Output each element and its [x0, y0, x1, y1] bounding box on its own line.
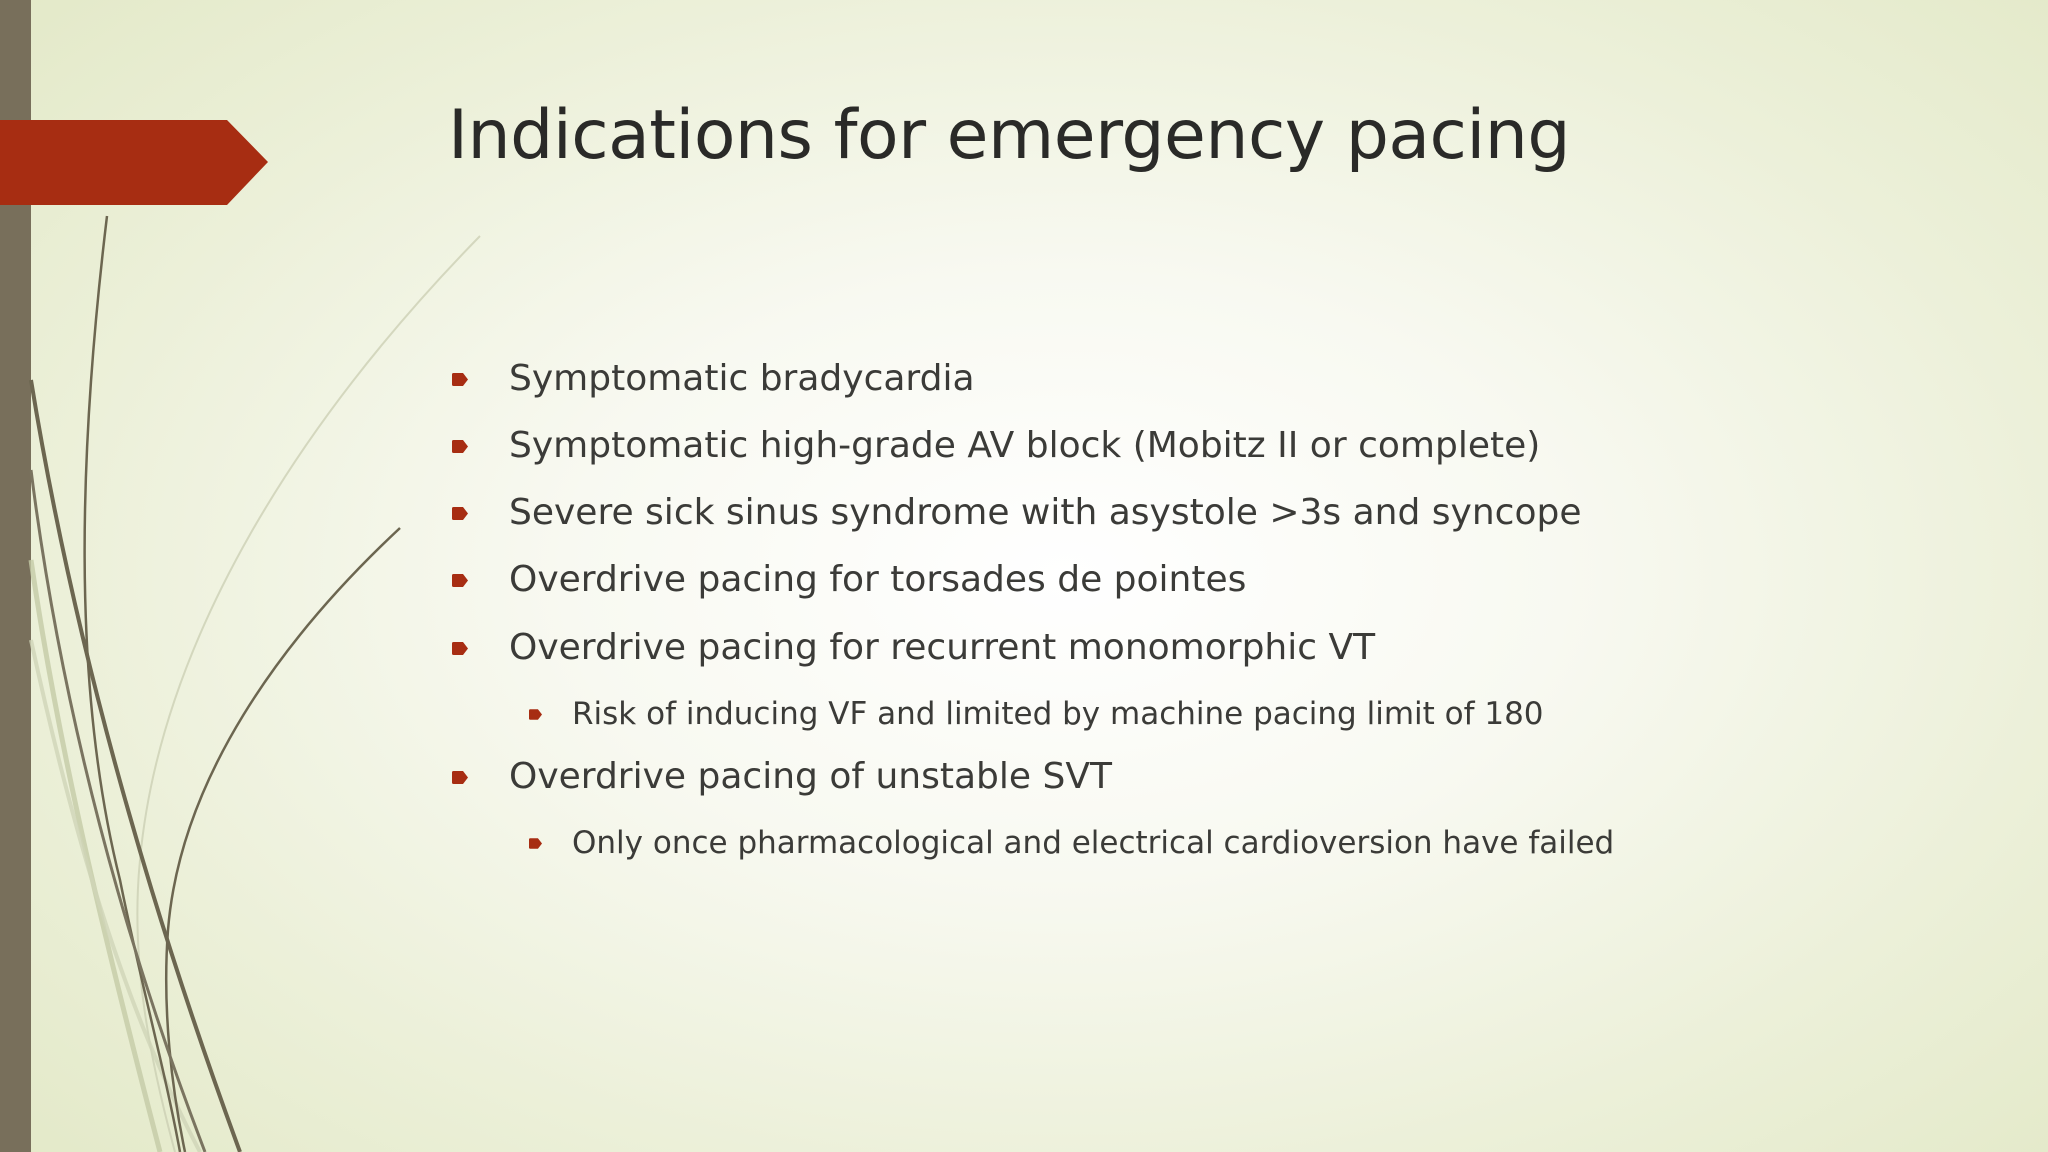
bullet-text: Overdrive pacing for recurrent monomorphic VT [509, 627, 1376, 668]
decor-strand-dark-4 [31, 470, 205, 1152]
sub-bullet-item [529, 823, 1614, 863]
decor-strand-light-1 [137, 236, 480, 1152]
bullet-item [452, 491, 1581, 535]
bullet-item [452, 755, 1112, 799]
accent-arrow-tab [0, 120, 268, 205]
bullet-item [452, 626, 1375, 670]
arrow-bullet-icon [529, 709, 542, 720]
arrow-bullet-icon [452, 574, 468, 587]
bullet-text: Symptomatic high-grade AV block (Mobitz II or complete) [509, 425, 1541, 466]
slide-title: Indications for emergency pacing [448, 96, 1571, 175]
arrow-bullet-icon [452, 642, 468, 655]
arrow-bullet-icon [452, 507, 468, 520]
decor-strand-dark-3 [166, 528, 400, 1152]
bullet-text: Symptomatic bradycardia [509, 358, 975, 399]
bullet-text: Overdrive pacing of unstable SVT [509, 756, 1112, 797]
bullet-text: Severe sick sinus syndrome with asystole >3s and syncope [509, 492, 1582, 533]
sub-bullet-item [529, 694, 1544, 734]
arrow-bullet-icon [529, 838, 542, 849]
sub-bullet-text: Only once pharmacological and electrical cardioversion have failed [572, 825, 1615, 861]
arrow-bullet-icon [452, 771, 468, 784]
arrow-bullet-icon [452, 440, 468, 453]
bullet-item [452, 424, 1540, 468]
bullet-item [452, 558, 1246, 602]
bullet-item [452, 357, 975, 401]
arrow-bullet-icon [452, 373, 468, 386]
bullet-text: Overdrive pacing for torsades de pointes [509, 559, 1247, 600]
sub-bullet-text: Risk of inducing VF and limited by machine pacing limit of 180 [572, 696, 1544, 732]
